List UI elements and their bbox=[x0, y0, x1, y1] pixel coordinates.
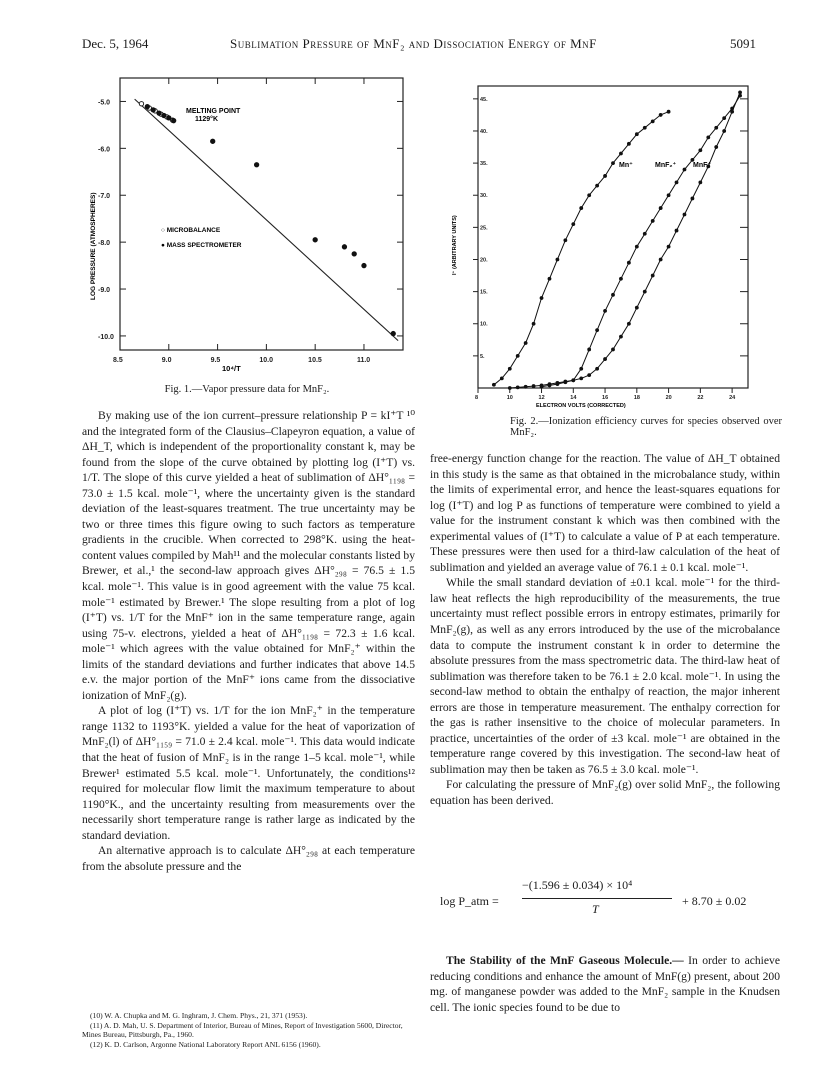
fig2-x-tick-label: 16 bbox=[602, 395, 609, 401]
fig1-point-mass-spectrometer bbox=[254, 163, 258, 167]
fig2-x-tick-label: 20 bbox=[665, 395, 672, 401]
equation-lhs: log P_atm = bbox=[440, 894, 499, 908]
fig2-point-mnf bbox=[691, 197, 695, 201]
fig2-point-mnf2 bbox=[595, 328, 599, 332]
fig2-point-mn bbox=[667, 110, 671, 114]
fig2-point-mnf2 bbox=[643, 232, 647, 236]
fig2-point-mnf2 bbox=[627, 261, 631, 265]
fig2-label-mnf2: MnF₂⁺ bbox=[655, 162, 677, 169]
fig2-point-mnf2 bbox=[683, 168, 687, 172]
fig2-point-mnf2 bbox=[722, 116, 726, 120]
fig2-point-mn bbox=[556, 258, 560, 262]
fig1-annotation-melting-point: MELTING POINT bbox=[186, 108, 241, 115]
left-paragraph-3: An alternative approach is to calculate ΔH°₂₉₈ at each temperature from the absolute pressure and the bbox=[82, 844, 415, 873]
fig1-point-mass-spectrometer bbox=[145, 104, 149, 108]
fig2-y-tick-label: 35. bbox=[480, 161, 488, 168]
fig2-point-mnf bbox=[738, 91, 742, 95]
fig2-x-tick-label: 22 bbox=[697, 395, 704, 401]
fig2-x-tick-label: 12 bbox=[538, 395, 545, 401]
fig2-x-tick-label: 18 bbox=[633, 395, 640, 401]
fig1-x-tick-label: 10.5 bbox=[308, 357, 322, 364]
fig1-point-mass-spectrometer bbox=[362, 263, 366, 267]
fig2-point-mn bbox=[548, 277, 552, 281]
fig2-point-mn bbox=[595, 184, 599, 188]
fig2-y-tick-label: 15. bbox=[480, 289, 488, 296]
fig2-point-mnf bbox=[675, 229, 679, 233]
fig1-point-mass-spectrometer bbox=[167, 116, 171, 120]
right-column-text bbox=[430, 451, 780, 809]
fig2-point-mnf bbox=[667, 245, 671, 249]
fig2-point-mn bbox=[587, 193, 591, 197]
fig2-point-mnf2 bbox=[587, 348, 591, 352]
fig2-plot-frame bbox=[478, 86, 748, 388]
fig1-point-microbalance bbox=[139, 102, 143, 106]
fig2-point-mn bbox=[571, 222, 575, 226]
fig2-point-mnf bbox=[603, 357, 607, 361]
fig2-x-tick-label: 8 bbox=[475, 395, 479, 401]
fig1-y-tick-label: -5.0 bbox=[98, 99, 111, 107]
fig2-point-mn bbox=[603, 174, 607, 178]
running-header-date: Dec. 5, 1964 bbox=[82, 36, 149, 51]
fig2-point-mn bbox=[659, 113, 663, 117]
fig2-point-mnf bbox=[659, 258, 663, 262]
fig2-point-mn bbox=[579, 206, 583, 210]
section-stability-mnf bbox=[430, 953, 780, 1015]
fig2-point-mn bbox=[516, 354, 520, 358]
fig2-x-tick-label: 24 bbox=[729, 395, 736, 401]
pressure-equation bbox=[440, 878, 780, 930]
footnote-10: (10) W. A. Chupka and M. G. Inghram, J. Chem. Phys., 21, 371 (1953). bbox=[90, 1011, 308, 1020]
fig2-point-mnf2 bbox=[675, 180, 679, 184]
fig2-point-mn bbox=[627, 142, 631, 146]
fig2-x-axis-label: ELECTRON VOLTS (CORRECTED) bbox=[536, 403, 626, 409]
fig2-point-mnf2 bbox=[651, 219, 655, 223]
fig1-y-axis-label: LOG PRESSURE (ATMOSPHERES) bbox=[90, 192, 97, 300]
fig1-y-tick-label: -9.0 bbox=[98, 287, 111, 295]
fig1-x-tick-label: 10.0 bbox=[259, 357, 274, 364]
fig1-point-mass-spectrometer bbox=[313, 238, 317, 242]
fig2-point-mnf2 bbox=[619, 277, 623, 281]
fig1-point-mass-spectrometer bbox=[162, 113, 166, 117]
fig1-y-tick-label: -6.0 bbox=[98, 146, 111, 154]
fig2-point-mn bbox=[643, 126, 647, 130]
fig2-point-mnf bbox=[643, 290, 647, 294]
fig2-point-mnf2 bbox=[611, 293, 615, 297]
fig1-legend-microbalance: ○ MICROBALANCE bbox=[161, 227, 221, 234]
fig1-y-tick-label: -8.0 bbox=[98, 240, 111, 248]
fig2-point-mnf bbox=[540, 384, 544, 388]
fig2-y-tick-label: 10. bbox=[480, 321, 488, 328]
right-paragraph-2: While the small standard deviation of ±0.1 kcal. mole⁻¹ for the third-law heat reflects the high reproducibility of the measurements, the true uncertainty must reflect possible errors in entropy estimates, primarily for MnF₂(g), as well as any errors introduced by the use of the microbalance data to compute the instrument constant k in order to determine the absolute pressures from the mass spectrometric data. The third-law heat of sublimation was therefore taken to be 76.1 ± 2.0 kcal. mole⁻¹. In using the second-law method to obtain the enthalpy of reaction, the major inherent errors are those in temperature measurement. The enthalpy correction for the gas is rather insensitive to the choice of molecular parameters. In practice, uncertainties of the order of ±3 kcal. mole⁻¹ are obtained in the temperature range covered by this investigation. The second-law heat of sublimation may then be taken as 76.5 ± 3.0 kcal. mole⁻¹. bbox=[430, 576, 780, 776]
equation-denominator: T bbox=[592, 902, 599, 916]
fig2-point-mnf2 bbox=[667, 193, 671, 197]
figure-2-caption: Fig. 2.—Ionization efficiency curves for species observed over MnF₂. bbox=[510, 416, 782, 438]
fig2-point-mnf bbox=[619, 335, 623, 339]
fig1-point-mass-spectrometer bbox=[391, 331, 395, 335]
fig2-point-mnf bbox=[722, 129, 726, 133]
fig1-point-mass-spectrometer bbox=[352, 252, 356, 256]
figure-1-vapor-pressure-plot bbox=[82, 70, 412, 380]
fig2-point-mnf2 bbox=[603, 309, 607, 313]
fig2-point-mn bbox=[492, 383, 496, 387]
fig2-point-mn bbox=[524, 341, 528, 345]
fig1-x-tick-label: 8.5 bbox=[113, 357, 123, 364]
footnote-11: (11) A. D. Mah, U. S. Department of Interior, Bureau of Mines, Report of Investigation 5600, Director, Mines Bureau, Pittsburgh, Pa., 1960. bbox=[82, 1020, 403, 1040]
fig2-point-mnf bbox=[714, 145, 718, 149]
fig2-point-mnf2 bbox=[579, 367, 583, 371]
fig2-y-tick-label: 5. bbox=[480, 353, 485, 360]
fig2-point-mnf bbox=[563, 380, 567, 384]
running-header-title: Sublimation Pressure of MnF₂ and Dissociation Energy of MnF bbox=[230, 36, 597, 51]
left-paragraph-2: A plot of log (I⁺T) vs. 1/T for the ion MnF₂⁺ in the temperature range 1132 to 1193°K. yielded a value for the heat of vaporization of MnF₂(l) of ΔH°₁₁₅₉ = 71.0 ± 2.4 kcal. mole⁻¹. This data would indicate that the heat of fusion of MnF₂ is in the range 1–5 kcal. mole⁻¹, while Brewer¹ estimated 5.5 kcal. mole⁻¹. Unfortunately, the conditions¹² required for molecular flow limit the maximum temperature to about 1190°K., and the uncertainty resulting from measurements over the necessarily short temperature range is rather large as indicated by the standard deviation. bbox=[82, 704, 415, 842]
fig2-point-mnf bbox=[532, 384, 536, 388]
fig2-point-mn bbox=[619, 152, 623, 156]
figure-1-caption: Fig. 1.—Vapor pressure data for MnF₂. bbox=[164, 384, 330, 395]
footnote-12: (12) K. D. Carlson, Argonne National Laboratory Report ANL 6156 (1960). bbox=[90, 1040, 321, 1050]
fig2-y-tick-label: 40. bbox=[480, 128, 488, 135]
fig2-point-mn bbox=[563, 238, 567, 242]
fig2-point-mnf bbox=[635, 306, 639, 310]
section-text: In order to achieve reducing conditions and enhance the amount of MnF(g) present, about 200 mg. of manganese powder was added to the MnF₂ sample in the Knudsen cell. The ionic species found to be due to bbox=[430, 954, 780, 1014]
fig2-point-mnf bbox=[627, 322, 631, 326]
fig2-point-mn bbox=[532, 322, 536, 326]
fig1-point-mass-spectrometer bbox=[211, 139, 215, 143]
fig2-point-mn bbox=[500, 376, 504, 380]
fig2-point-mnf bbox=[611, 348, 615, 352]
fig2-y-tick-label: 25. bbox=[480, 225, 488, 232]
equation-fraction-bar bbox=[522, 898, 672, 899]
fig2-point-mn bbox=[611, 161, 615, 165]
fig2-point-mnf bbox=[516, 385, 520, 389]
fig2-y-tick-label: 20. bbox=[480, 257, 488, 264]
fig2-point-mn bbox=[635, 132, 639, 136]
fig1-point-mass-spectrometer bbox=[157, 111, 161, 115]
fig1-point-mass-spectrometer bbox=[151, 108, 155, 112]
fig2-point-mnf bbox=[651, 274, 655, 278]
fig2-x-tick-label: 10 bbox=[506, 395, 513, 401]
fig2-y-tick-label: 45. bbox=[480, 96, 488, 103]
fig2-point-mnf bbox=[698, 180, 702, 184]
fig2-point-mn bbox=[508, 367, 512, 371]
fig2-point-mnf bbox=[508, 386, 512, 390]
fig2-x-tick-label: 14 bbox=[570, 395, 577, 401]
fig1-x-tick-label: 9.0 bbox=[161, 357, 172, 364]
fig2-label-mn: Mn⁺ bbox=[619, 162, 633, 169]
fig2-point-mnf bbox=[524, 385, 528, 389]
page-number: 5091 bbox=[730, 36, 756, 51]
fig2-point-mnf bbox=[548, 382, 552, 386]
fig2-y-axis-label: I⁺ (ARBITRARY UNITS) bbox=[452, 215, 458, 275]
equation-numerator: −(1.596 ± 0.034) × 10⁴ bbox=[522, 878, 633, 892]
fig2-point-mnf bbox=[579, 376, 583, 380]
fig2-point-mnf2 bbox=[698, 148, 702, 152]
fig1-point-mass-spectrometer bbox=[342, 245, 346, 249]
fig1-point-mass-spectrometer bbox=[171, 118, 175, 122]
left-column-text bbox=[82, 408, 415, 874]
figure-2-ionization-efficiency-plot bbox=[430, 70, 765, 415]
equation-rhs: + 8.70 ± 0.02 bbox=[682, 894, 747, 908]
fig2-point-mnf2 bbox=[714, 126, 718, 130]
right-paragraph-1: free-energy function change for the reaction. The value of ΔH_T obtained in this study is the same as that obtained in the microbalance study, within the limits of experimental error, and hence the least-squares equations for log (I⁺T) and log P as functions of temperature were combined to yield a value for the instrument constant k which was then combined with the experimental values of (I⁺T) to calculate a value of P at each temperature. These pressures were then used for a third-law calculation of the heat of sublimation and yielded an average value of 76.1 ± 0.1 kcal. mole⁻¹. bbox=[430, 452, 780, 574]
fig2-point-mnf bbox=[730, 110, 734, 114]
fig2-point-mnf bbox=[571, 378, 575, 382]
fig1-y-tick-label: -10.0 bbox=[98, 333, 114, 341]
footnotes bbox=[82, 1011, 415, 1050]
fig2-y-tick-label: 30. bbox=[480, 193, 488, 200]
right-paragraph-3: For calculating the pressure of MnF₂(g) over solid MnF₂, the following equation has been derived. bbox=[430, 778, 780, 808]
fig2-point-mnf bbox=[683, 213, 687, 217]
fig2-point-mnf2 bbox=[706, 136, 710, 140]
fig1-plot-frame bbox=[120, 78, 403, 350]
fig2-label-mnf: MnF⁺ bbox=[693, 162, 712, 169]
fig2-point-mnf2 bbox=[659, 206, 663, 210]
fig1-y-tick-label: -7.0 bbox=[98, 193, 111, 201]
fig2-point-mnf bbox=[595, 367, 599, 371]
fig1-fit-line bbox=[135, 99, 398, 341]
fig1-x-tick-label: 9.5 bbox=[210, 357, 221, 364]
fig2-curve-mnf bbox=[510, 92, 740, 388]
fig2-point-mnf bbox=[556, 381, 560, 385]
fig2-point-mnf2 bbox=[635, 245, 639, 249]
left-paragraph-1: By making use of the ion current–pressure relationship P = kI⁺T ¹⁰ and the integrated form of the Clausius–Clapeyron equation, a value of ΔH_T, which is independent of the proportionality constant k, may be found from the slope of the curve obtained by plotting log (I⁺T) vs. 1/T. The slope of this curve yielded a heat of sublimation of ΔH°₁₁₉₈ = 73.0 ± 1.5 kcal. mole⁻¹, where the uncertainty given is the standard deviation of the least-squares treatment. The true uncertainty may be two or three times this figure owing to such factors as temperature gradients in the crucible. When corrected to 298°K. using the heat-content values compiled by Mah¹¹ and the molecular constants listed by Brewer, et al.,¹ the second-law approach gives ΔH°₂₉₈ = 76.5 ± 1.5 kcal. mole⁻¹. This value is in good agreement with the value 75 kcal. mole⁻¹ estimated by Brewer.¹ The slope resulting from a plot of log (I⁺T) vs. 1/T for the MnF⁺ ion in the same temperature range, again using 75-v. electrons, yielded a heat of ΔH°₁₁₉₈ = 72.3 ± 1.6 kcal. mole⁻¹ which agrees with the value obtained for MnF₂⁺ within the limits of the standard deviations and further indicates that above 14.5 e.v. the major portion of the MnF⁺ ions came from the dissociative ionization of MnF₂(g). bbox=[82, 409, 415, 702]
fig2-point-mn bbox=[651, 119, 655, 123]
fig2-curve-mn bbox=[494, 112, 669, 385]
fig1-annotation-temperature: 1129°K bbox=[195, 116, 219, 123]
fig2-curve-mnf2 bbox=[542, 96, 741, 387]
fig1-x-tick-label: 11.0 bbox=[356, 357, 371, 364]
fig2-point-mn bbox=[540, 296, 544, 300]
fig1-x-axis-label: 10⁴/T bbox=[222, 364, 241, 373]
fig1-legend-mass-spectrometer: ● MASS SPECTROMETER bbox=[161, 242, 242, 249]
fig2-point-mnf bbox=[587, 373, 591, 377]
section-heading: The Stability of the MnF Gaseous Molecule.— bbox=[446, 954, 684, 967]
